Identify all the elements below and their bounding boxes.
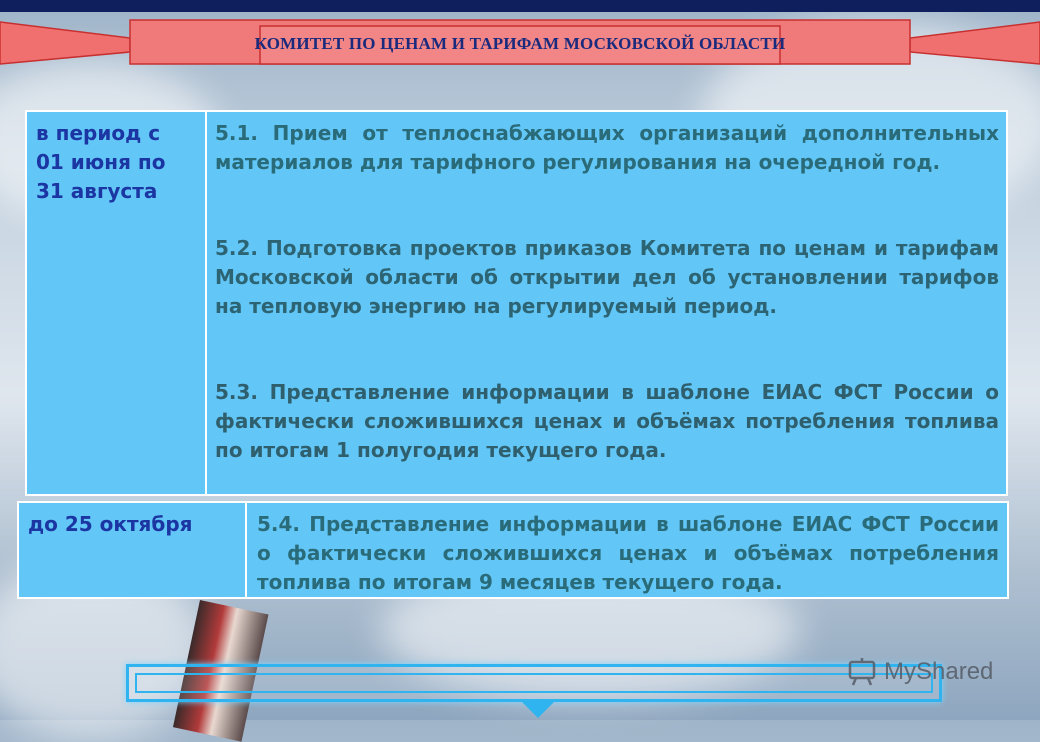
item-5-3: 5.3. Представление информации в шаблоне ЕИАС ФСТ России о фактически сложившихся ценах и объёмах потребления топлива по итогам 1 полугодия текущего года.: [215, 380, 999, 462]
cell-divider: [245, 503, 247, 597]
cell-divider: [205, 112, 207, 494]
period-cell: [28, 510, 238, 539]
period-line: 01 июня по: [36, 150, 166, 174]
item-5-1: 5.1. Прием от теплоснабжающих организаций дополнительных материалов для тарифного регулирования на очередной год.: [215, 121, 999, 174]
schedule-row: [25, 110, 1008, 496]
projector-icon: [848, 658, 878, 686]
period-cell: [36, 119, 196, 206]
nav-bar-inner: [135, 673, 933, 693]
watermark: [848, 658, 993, 686]
slide-nav-bar[interactable]: [126, 664, 942, 702]
watermark-text: MyShared: [884, 658, 994, 685]
period-line: 31 августа: [36, 179, 158, 203]
down-arrow-icon[interactable]: [522, 702, 554, 718]
item-5-4: 5.4. Представление информации в шаблоне ЕИАС ФСТ России о фактически сложившихся ценах и объёмах потребления топлива по итогам 9 месяцев текущего года.: [257, 512, 999, 594]
item-5-2: 5.2. Подготовка проектов приказов Комитета по ценам и тарифам Московской области об открытии дел об установлении тарифов на тепловую энергию на регулируемый период.: [215, 236, 999, 318]
page-title: КОМИТЕТ ПО ЦЕНАМ И ТАРИФАМ МОСКОВСКОЙ ОБЛАСТИ: [254, 34, 786, 53]
period-line: до 25 октября: [28, 512, 193, 536]
period-line: в период с: [36, 121, 161, 145]
top-bar: [0, 0, 1040, 12]
schedule-row: [17, 501, 1009, 599]
